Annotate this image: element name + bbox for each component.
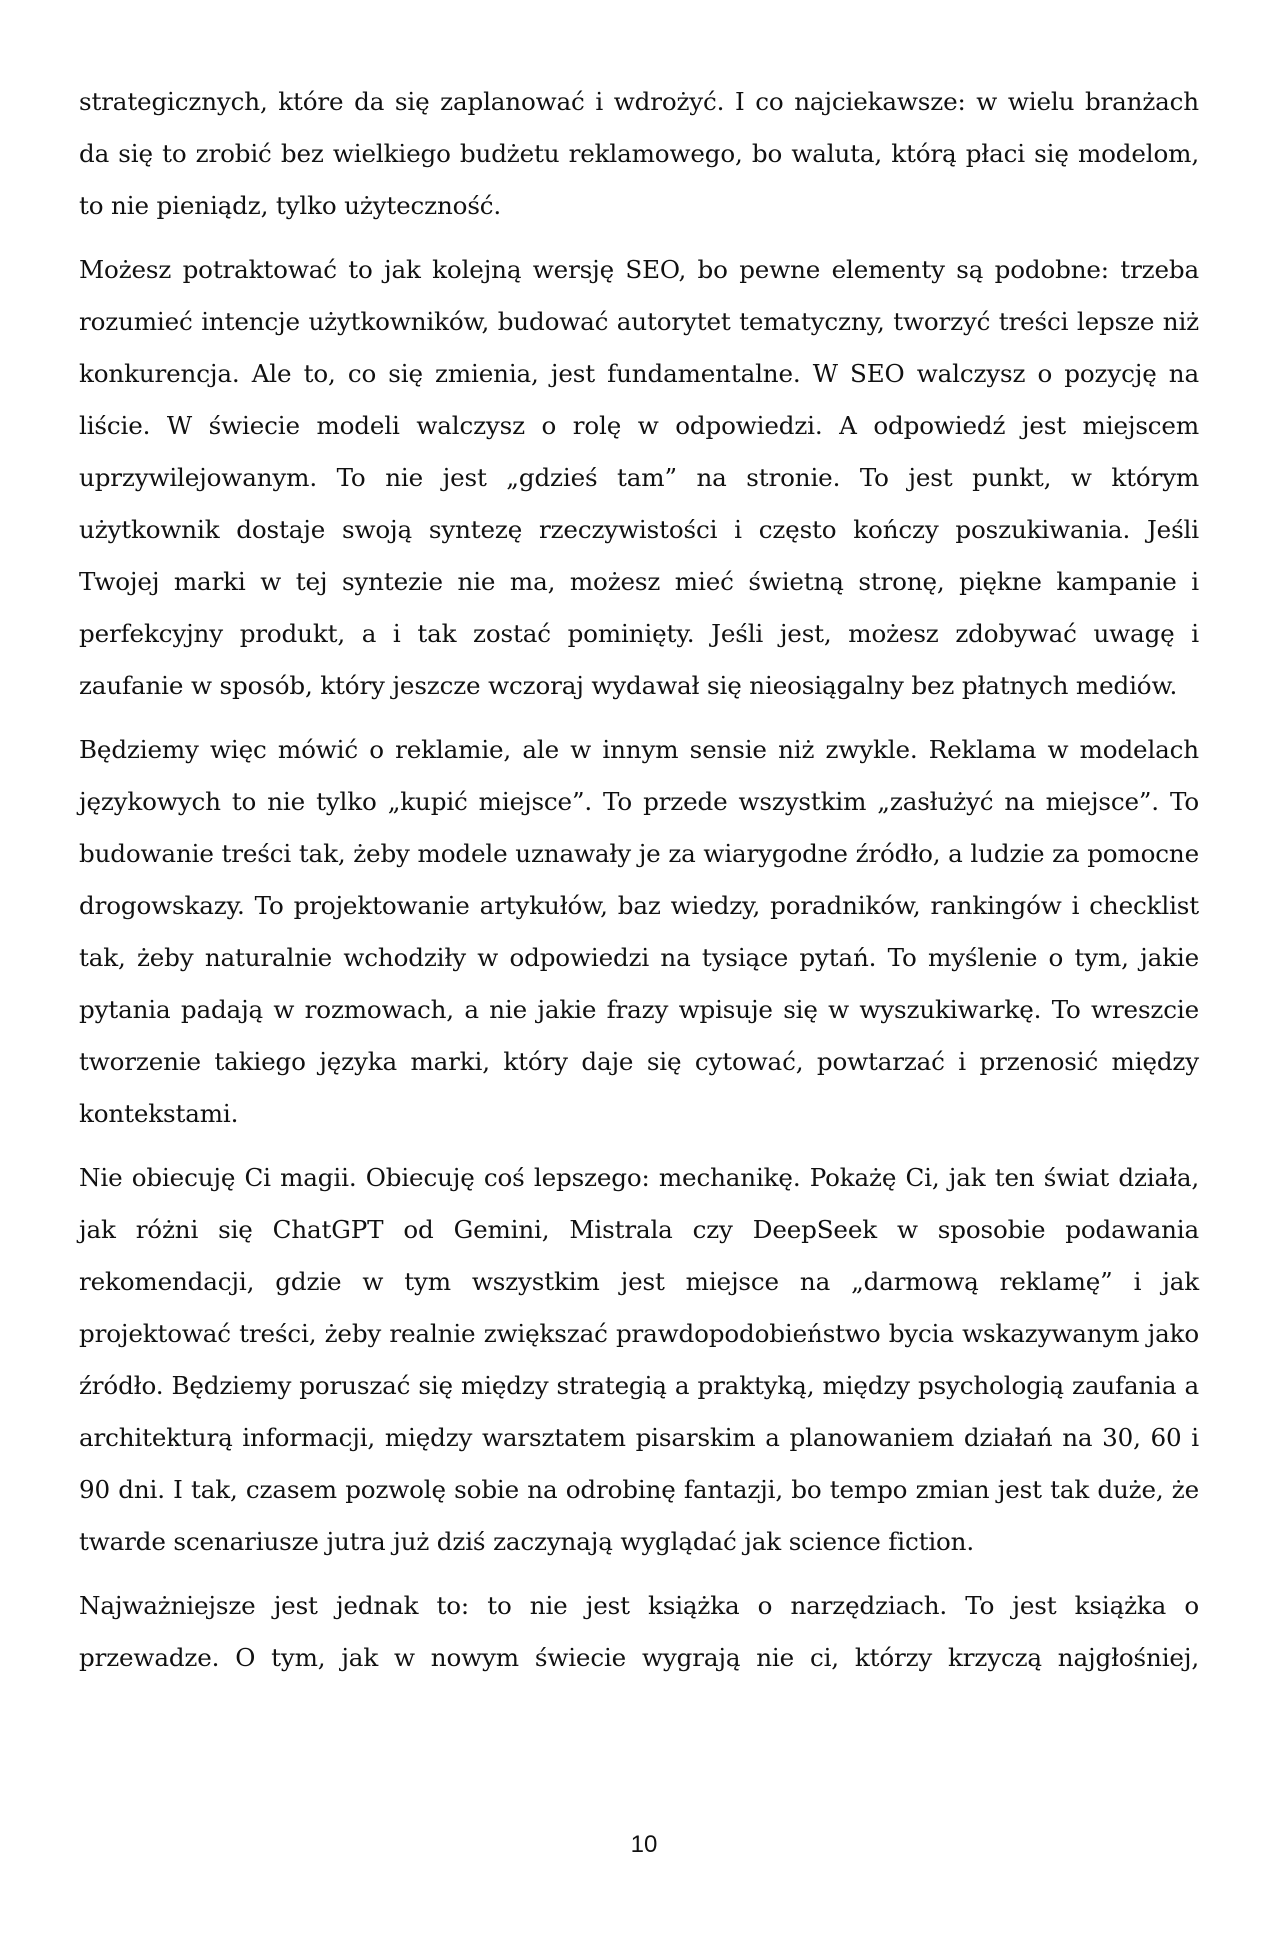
paragraph-continuation: strategicznych, które da się zaplanować i wdrożyć. I co najciekawsze: w wielu branżach da się to zrobić bez wielkiego budżetu reklamowego, bo waluta, którą płaci się modelom, to nie pieniądz, tylko użyteczność.: [79, 87, 1199, 220]
paragraph-seo-comparison: Możesz potraktować to jak kolejną wersję SEO, bo pewne elementy są podobne: trzeba rozumieć intencje użytkowników, budować autorytet tematyczny, tworzyć treści lepsze niż konkurencja. Ale to, co się zmienia, jest fundamentalne. W SEO walczysz o pozycję na liście. W świecie modeli walczysz o rolę w odpowiedzi. A odpowiedź jest miejscem uprzywilejowanym. To nie jest „gdzieś tam” na stronie. To jest punkt, w którym użytkownik dostaje swoją syntezę rzeczywistości i często kończy poszukiwania. Jeśli Twojej marki w tej syntezie nie ma, możesz mieć świetną stronę, piękne kampanie i perfekcyjny produkt, a i tak zostać pominięty. Jeśli jest, możesz zdobywać uwagę i zaufanie w sposób, który jeszcze wczoraj wydawał się nieosiągalny bez płatnych mediów.: [79, 255, 1199, 700]
paragraph-book-about-advantage: Najważniejsze jest jednak to: to nie jest książka o narzędziach. To jest książka o przewadze. O tym, jak w nowym świecie wygrają nie ci, którzy krzyczą najgłośniej,: [79, 1591, 1199, 1672]
page-number: 10: [630, 1831, 658, 1858]
page-body: [79, 76, 1199, 1696]
paragraph-advertising-in-models: Będziemy więc mówić o reklamie, ale w innym sensie niż zwykle. Reklama w modelach językowych to nie tylko „kupić miejsce”. To przede wszystkim „zasłużyć na miejsce”. To budowanie treści tak, żeby modele uznawały je za wiarygodne źródło, a ludzie za pomocne drogowskazy. To projektowanie artykułów, baz wiedzy, poradników, rankingów i checklist tak, żeby naturalnie wchodziły w odpowiedzi na tysiące pytań. To myślenie o tym, jakie pytania padają w rozmowach, a nie jakie frazy wpisuje się w wyszukiwarkę. To wreszcie tworzenie takiego języka marki, który daje się cytować, powtarzać i przenosić między kontekstami.: [79, 735, 1199, 1128]
paragraph-mechanics-promise: Nie obiecuję Ci magii. Obiecuję coś lepszego: mechanikę. Pokażę Ci, jak ten świat działa, jak różni się ChatGPT od Gemini, Mistrala czy DeepSeek w sposobie podawania rekomendacji, gdzie w tym wszystkim jest miejsce na „darmową reklamę” i jak projektować treści, żeby realnie zwiększać prawdopodobieństwo bycia wskazywanym jako źródło. Będziemy poruszać się między strategią a praktyką, między psychologią zaufania a architekturą informacji, między warsztatem pisarskim a planowaniem działań na 30, 60 i 90 dni. I tak, czasem pozwolę sobie na odrobinę fantazji, bo tempo zmian jest tak duże, że twarde scenariusze jutra już dziś zaczynają wyglądać jak science fiction.: [79, 1163, 1199, 1556]
